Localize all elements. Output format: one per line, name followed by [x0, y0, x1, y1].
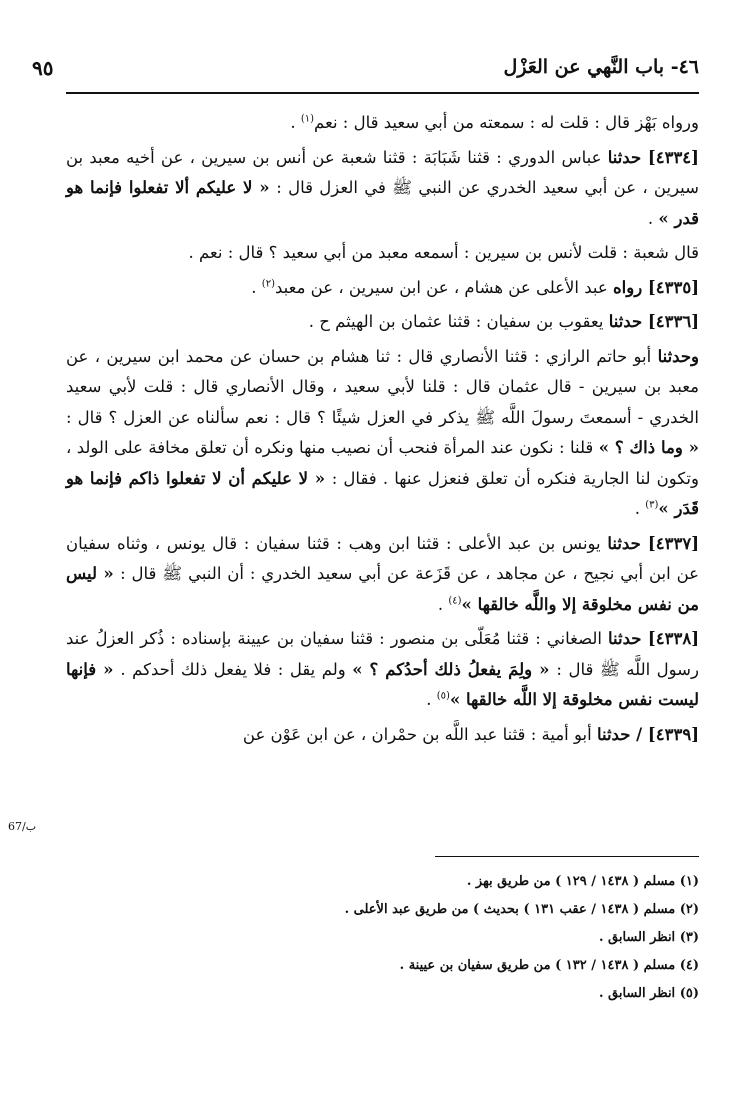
hadith-4334: [66, 143, 699, 235]
footnote: (١) مسلم ( ١٤٣٨ / ١٢٩ ) من طريق بهز .: [466, 874, 699, 889]
hadith-number: [٤٣٣٩]: [647, 724, 699, 744]
paragraph-end: .: [647, 208, 659, 228]
hadith-4338: [66, 624, 699, 716]
prophetic-quote: « لا عليكم أن لا تفعلوا ذاكم فإنما هو قَدَر »: [66, 468, 699, 518]
footnote: (٣) انظر السابق .: [598, 930, 699, 945]
paragraph-text: قال شعبة : قلت لأنس بن سيرين : أسمعه معبد من أبي سعيد ؟ قال : نعم: [198, 243, 699, 262]
footnote-ref: (٣): [645, 499, 659, 511]
paragraph-end: .: [437, 594, 449, 614]
paragraph-end: .: [188, 243, 199, 262]
running-title: ٤٦- باب النَّهي عن العَزْل: [503, 56, 699, 78]
page-header: [32, 50, 699, 94]
book-page: [8, 50, 700, 1060]
paragraph: [66, 342, 699, 525]
footnote-divider: [435, 856, 699, 857]
hadith-number: [٤٣٣٨]: [647, 629, 699, 648]
manuscript-folio-note: 67/ب: [8, 820, 37, 833]
hadith-number: [٤٣٣٧]: [647, 533, 699, 553]
prophetic-quote: « ولِمَ يفعلُ ذلك أحدُكم ؟ »: [352, 659, 557, 679]
narration-keyword: حدثنا: [608, 312, 648, 331]
paragraph-text: أبو حاتم الرازي : قثنا الأنصاري قال : ثنا هشام بن حسان عن محمد ابن سيرين ، عن معبد بن سيرين - قال عثمان قال : قلنا لأبي سعيد ، وقال الأنصاري قال : قلت لأبي سعيد الخدري - أسمعتَ رسولَ اللَّه ﷺ يذكر في العزل شيئًا ؟ قال : نعم سألناه عن العزل ؟ قال :: [66, 346, 699, 427]
hadith-4336: [66, 307, 699, 338]
narration-keyword: حدثنا: [607, 147, 648, 167]
paragraph-text: الصغاني : قثنا مُعَلّى بن منصور : قثنا سفيان بن عيينة بإسناده : ذُكر العزلُ عند رسول اللَّه ﷺ قال :: [66, 629, 699, 679]
paragraph-text: أبو أمية : قثنا عبد اللَّه بن حمْران ، عن ابن عَوْن عن: [242, 724, 597, 744]
paragraph-end: .: [634, 499, 646, 518]
footnote: (٥) انظر السابق .: [598, 986, 699, 1001]
paragraph-text: عبد الأعلى عن هشام ، عن ابن سيرين ، عن معبد: [274, 277, 613, 297]
narration-keyword: / حدثنا: [596, 724, 648, 744]
hadith-4339: [66, 720, 699, 751]
body-text: [66, 108, 699, 750]
paragraph-text: يعقوب بن سفيان : قثنا عثمان بن الهيثم ح: [319, 312, 609, 331]
prophetic-quote: « فإنها ليست نفس مخلوقة إلا اللَّه خالقها »: [66, 659, 699, 709]
hadith-4335: [66, 273, 699, 304]
paragraph-end: .: [426, 690, 437, 709]
footnote-ref: (٤): [448, 595, 462, 606]
narration-keyword: حدثنا: [607, 533, 648, 553]
narration-keyword: وحدثنا: [657, 346, 699, 366]
footnote-ref: (٥): [436, 690, 450, 702]
page-number: ٩٥: [32, 56, 54, 80]
footnote: (٤) مسلم ( ١٤٣٨ / ١٣٢ ) من طريق سفيان بن عيينة .: [399, 958, 699, 973]
footnotes: [139, 868, 699, 1008]
paragraph-text: يونس بن عبد الأعلى : قثنا ابن وهب : قثنا سفيان : قال يونس ، وثناه سفيان عن ابن أبي نجيح ، عن مجاهد ، عن قَزَعة عن أبي سعيد الخدري : أن النبي ﷺ قال :: [66, 533, 700, 583]
paragraph-text: عباس الدوري : قثنا شَبَابَة : قثنا شعبة عن أنس بن سيرين ، عن أخيه معبد بن سيرين ، عن أبي سعيد الخدري عن النبي ﷺ في العزل قال :: [66, 147, 699, 197]
paragraph-text: ورواه بَهْز قال : قلت له : سمعته من أبي سعيد قال : نعم: [314, 113, 699, 132]
footnote: (٢) مسلم ( ١٤٣٨ / عقب ١٣١ ) بحديث ) من طريق عبد الأعلى .: [344, 902, 699, 917]
paragraph-end: .: [290, 113, 301, 132]
prophetic-quote: « ليس من نفس مخلوقة إلا واللَّه خالقها »: [66, 564, 699, 614]
paragraph-text-continued: قلنا : نكون عند المرأة فنحب أن نصيب منها ونكره أن تعلق مخافة على الولد ، وتكون لنا الجارية فنكره أن تعلق فنعزل عنها . فقال :: [66, 438, 699, 488]
prophetic-quote: « وما ذاك ؟ »: [598, 438, 699, 457]
paragraph-end: .: [251, 277, 262, 297]
footnote-ref: (١): [300, 113, 315, 125]
hadith-number: [٤٣٣٥]: [647, 277, 699, 297]
hadith-number: [٤٣٣٤]: [647, 147, 699, 167]
narration-keyword: حدثنا: [607, 629, 648, 648]
paragraph: [66, 238, 699, 269]
paragraph-text-continued: ولم يقل : فلا يفعل ذلك أحدكم .: [120, 659, 353, 679]
paragraph-end: .: [308, 312, 320, 331]
hadith-4337: [66, 529, 699, 621]
prophetic-quote: « لا عليكم ألا تفعلوا فإنما هو قدر »: [66, 178, 699, 228]
paragraph: [66, 108, 699, 139]
hadith-number: [٤٣٣٦]: [647, 312, 699, 331]
narration-keyword: رواه: [613, 277, 648, 297]
footnote-ref: (٢): [261, 278, 275, 289]
